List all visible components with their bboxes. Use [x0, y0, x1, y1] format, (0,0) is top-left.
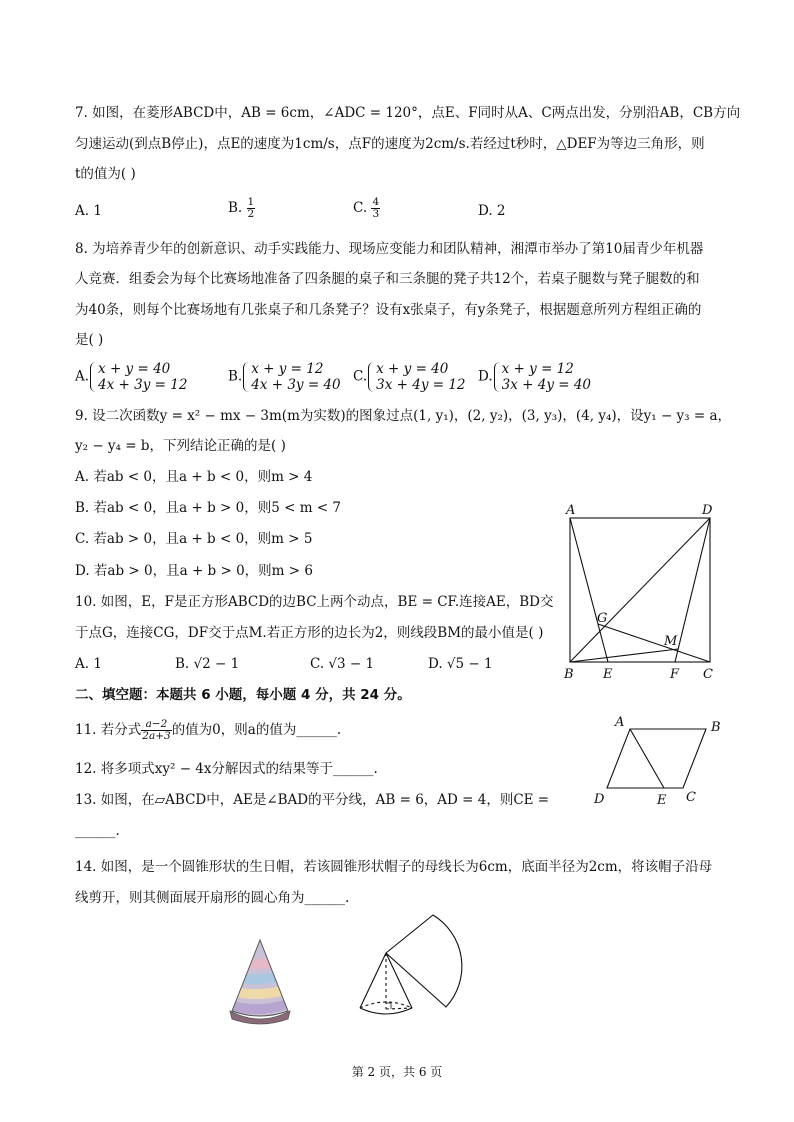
q8-option-b	[228, 361, 341, 393]
cone-net-figure	[350, 912, 465, 1024]
q8-option-a-eq1: x + y = 40	[98, 361, 171, 377]
q7-option-c-numerator: 4	[372, 196, 380, 208]
segment-ae	[570, 518, 608, 662]
q8-option-c-eq2: 3x + 4y = 12	[376, 377, 466, 393]
segment-bd	[570, 518, 710, 662]
q8-option-b-system	[242, 361, 340, 393]
q9-option-a: A. 若ab < 0，且a + b < 0，则m > 4	[75, 469, 313, 485]
q7-option-b-numerator: 1	[247, 196, 255, 208]
q10-line-2: 于点G，连接CG，DF交于点M.若正方形的边长为2，则线段BM的最小值是( )	[75, 625, 544, 641]
q7-option-b-denominator: 2	[247, 208, 255, 220]
parallelogram-abcd	[607, 729, 706, 788]
q7-line-3: t的值为( )	[75, 166, 136, 182]
q11-denominator: 2a+3	[142, 730, 171, 742]
label-e: E	[603, 667, 613, 682]
q9-option-d: D. 若ab > 0，且a + b > 0，则m > 6	[75, 563, 313, 579]
q10-option-d: D. √5 − 1	[428, 656, 493, 672]
label-a: A	[566, 503, 576, 518]
label-m: M	[664, 634, 678, 649]
q8-option-d	[478, 361, 591, 393]
q9-line-2: y₂ − y₄ = b，下列结论正确的是( )	[75, 438, 286, 454]
q8-option-c-eq1: x + y = 40	[376, 361, 449, 377]
q7-option-b-fraction	[247, 197, 256, 220]
label-b: B	[564, 667, 574, 682]
q11-prefix: 11. 若分式	[75, 722, 142, 738]
label-g: G	[597, 611, 608, 626]
q8-option-b-eq2: 4x + 3y = 40	[251, 377, 341, 393]
q7-option-c	[353, 197, 380, 220]
label-a: A	[615, 715, 625, 730]
label-d: D	[702, 503, 713, 518]
q7-option-b-label: B.	[228, 200, 243, 216]
segment-df	[675, 518, 710, 662]
q8-option-b-eq1: x + y = 12	[251, 361, 324, 377]
q8-option-a-system	[89, 361, 187, 393]
q8-option-c-system	[367, 361, 465, 393]
sector-lateral-surface	[386, 915, 462, 1007]
q8-option-a	[75, 361, 187, 393]
q8-option-b-label: B.	[228, 368, 243, 385]
q8-option-c-label: C.	[353, 368, 368, 385]
label-c: C	[703, 667, 713, 682]
q7-option-c-label: C.	[353, 200, 368, 216]
q8-line-3: 为40条，则每个比赛场地有几张桌子和几条凳子？设有x张桌子，有y条凳子，根据题意所列方程组正确的	[75, 302, 702, 318]
segment-ae	[630, 729, 664, 788]
q7-option-d: D. 2	[478, 203, 506, 219]
q7-line-1: 7. 如图，在菱形ABCD中，AB = 6cm，∠ADC = 120°，点E、F同时从A、C两点出发，分别沿AB，CB方向	[75, 105, 741, 121]
q7-option-c-denominator: 3	[372, 208, 380, 220]
q9-option-c: C. 若ab > 0，且a + b < 0，则m > 5	[75, 531, 313, 547]
q8-line-2: 人竞赛．组委会为每个比赛场地准备了四条腿的桌子和三条腿的凳子共12个，若桌子腿数与凳子腿数的和	[75, 271, 700, 287]
q14-line-1: 14. 如图，是一个圆锥形状的生日帽，若该圆锥形状帽子的母线长为6cm，底面半径为2cm，将该帽子沿母	[75, 859, 713, 875]
q8-option-d-eq2: 3x + 4y = 40	[501, 377, 592, 393]
label-c: C	[686, 790, 696, 805]
q10-option-c: C. √3 − 1	[310, 656, 375, 672]
segment-bm	[570, 649, 678, 662]
cone-left-edge	[360, 953, 386, 1008]
q13-parallelogram-figure	[588, 712, 733, 807]
birthday-hat-figure	[222, 935, 302, 1027]
q13-line-1: 13. 如图，在▱ABCD中，AE是∠BAD的平分线，AB = 6，AD = 4，则CE =	[75, 792, 550, 808]
q8-option-d-system	[493, 361, 591, 393]
q12-line: 12. 将多项式xy² − 4x分解因式的结果等于______.	[75, 761, 378, 777]
cone-radius	[386, 1008, 412, 1009]
q10-option-a: A. 1	[75, 656, 102, 672]
q8-option-d-eq1: x + y = 12	[501, 361, 574, 377]
label-e: E	[657, 793, 667, 807]
q10-line-1: 10. 如图，E，F是正方形ABCD的边BC上两个动点，BE = CF.连接AE，BD交	[75, 594, 554, 610]
q7-option-b	[228, 197, 255, 220]
q14-line-2: 线剪开，则其侧面展开扇形的圆心角为______.	[75, 890, 350, 906]
q9-line-1: 9. 设二次函数y = x² − mx − 3m(m为实数)的图象过点(1, y₁)，(2, y₂)，(3, y₃)，(4, y₄)，设y₁ − y₃ = a，	[75, 408, 732, 424]
label-b: B	[711, 720, 721, 735]
page-footer: 第 2 页，共 6 页	[351, 1065, 443, 1079]
q11-fraction	[141, 719, 171, 742]
q8-option-a-label: A.	[75, 368, 90, 385]
q9-option-b: B. 若ab < 0，且a + b > 0，则5 < m < 7	[75, 500, 342, 516]
q7-option-c-fraction	[371, 197, 380, 220]
q8-option-d-label: D.	[478, 368, 493, 385]
q7-line-2: 匀速运动(到点B停止)，点E的速度为1cm/s，点F的速度为2cm/s.若经过t秒时，△DEF为等边三角形，则	[75, 136, 705, 152]
q10-option-b: B. √2 − 1	[175, 656, 240, 672]
q13-line-2: ______.	[75, 823, 120, 839]
cone-right-edge	[386, 953, 412, 1008]
q11-suffix: 的值为0，则a的值为______.	[171, 722, 342, 738]
q11-line	[75, 718, 341, 742]
q8-option-c	[353, 361, 466, 393]
q8-line-1: 8. 为培养青少年的创新意识、动手实践能力、现场应变能力和团队精神，湘潭市举办了第10届青少年机器	[75, 241, 704, 257]
section-2-heading: 二、填空题：本题共 6 小题，每小题 4 分，共 24 分。	[75, 687, 411, 703]
q8-option-a-eq2: 4x + 3y = 12	[98, 377, 188, 393]
q8-line-4: 是( )	[75, 332, 104, 348]
q11-numerator: a−2	[141, 719, 171, 731]
q10-square-figure	[560, 500, 720, 685]
q7-option-a: A. 1	[75, 203, 102, 219]
label-d: D	[594, 792, 605, 807]
label-f: F	[670, 667, 680, 682]
